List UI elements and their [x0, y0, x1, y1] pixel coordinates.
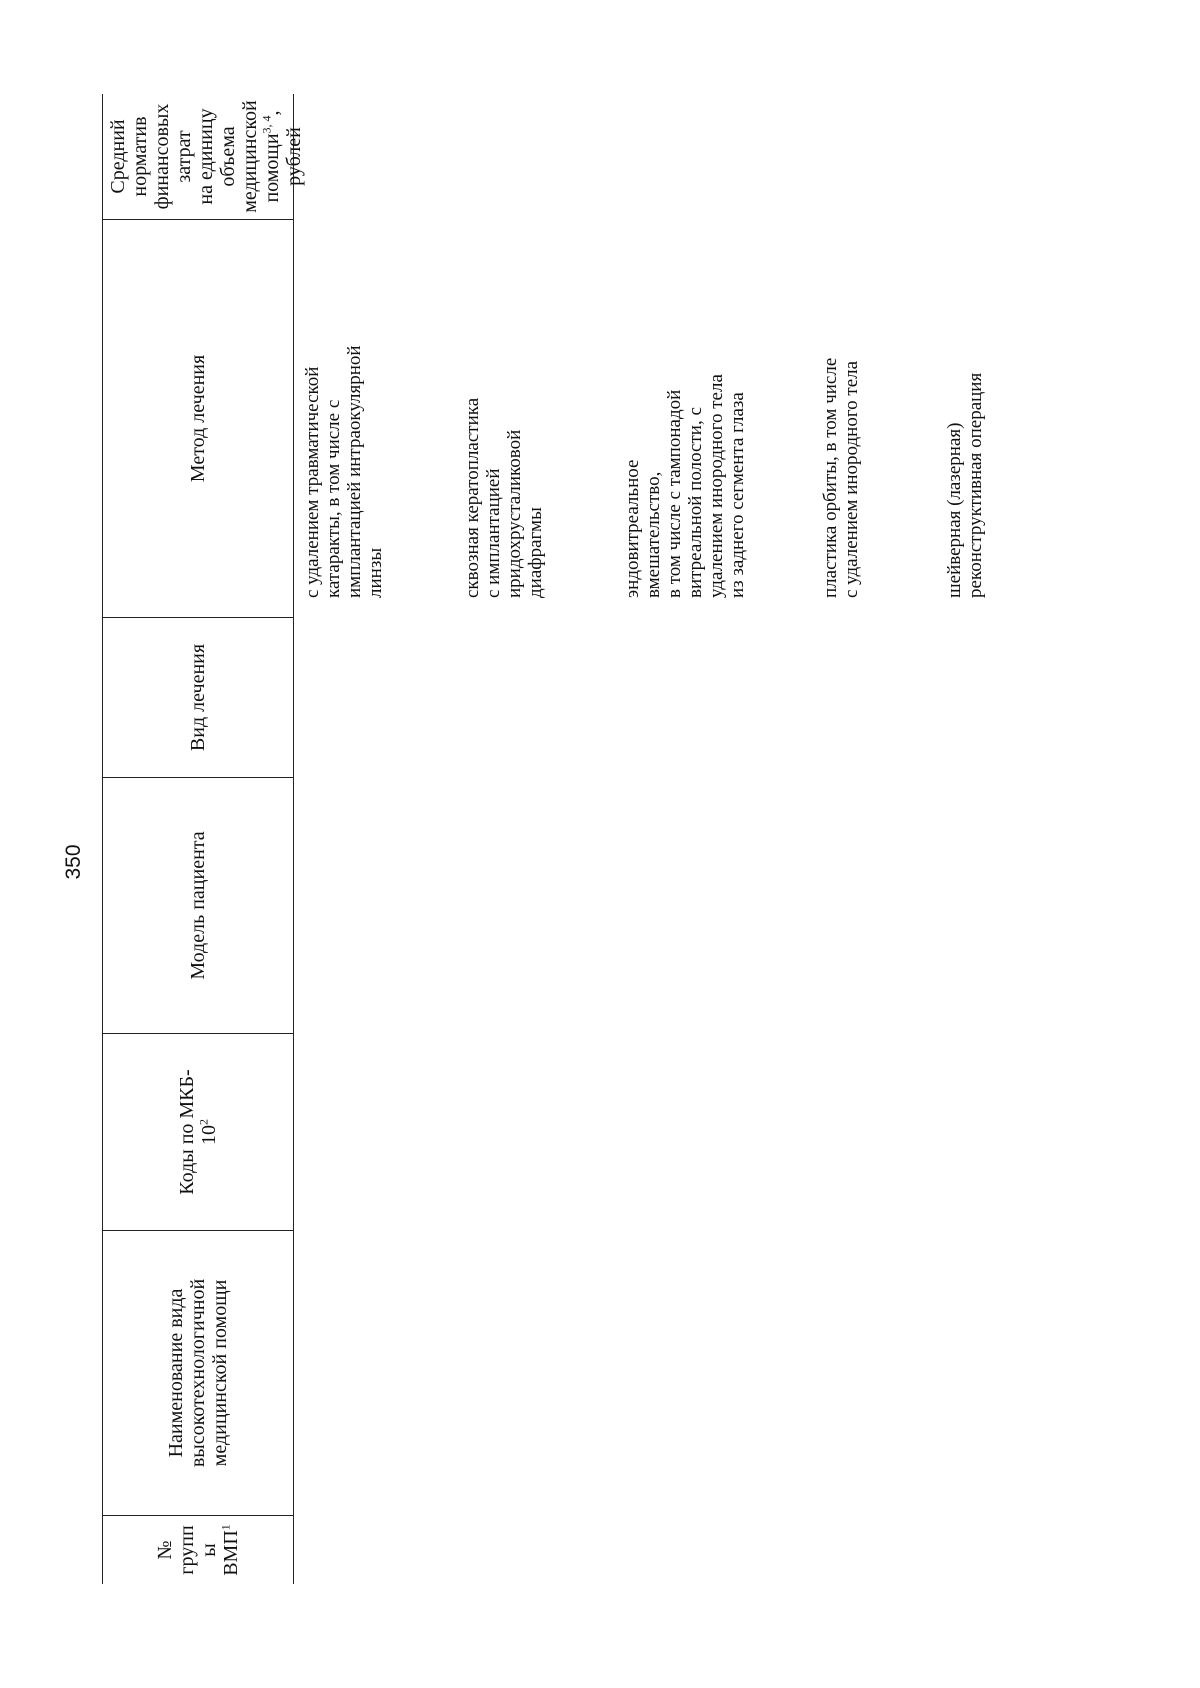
method-item: пластика орбиты, в том числе с удалением инородного тела [820, 357, 862, 598]
header-cost-standard-suffix: , рублей [261, 110, 305, 186]
header-icd-codes-text: Коды по МКБ- 10 [176, 1069, 220, 1195]
header-icd-codes [103, 1034, 293, 1231]
table-header [102, 94, 305, 1584]
method-item: шейверная (лазерная) реконструктивная операция [944, 372, 986, 598]
header-vmp-name: Наименование вида высокотехнологичной медицинской помощи [103, 1231, 293, 1516]
page-number: 350 [62, 844, 85, 880]
header-group-number-footnote: 1 [218, 1524, 233, 1531]
method-item: сквозная кератопластика с имплантацией иридохрусталиковой диафрагмы [462, 397, 546, 598]
header-icd-codes-footnote: 2 [196, 1119, 211, 1126]
header-cost-standard-footnote: 3, 4 [259, 115, 274, 134]
header-cost-standard-text: Средний норматив финансовых затрат на единицу объема медицинской помощи [107, 100, 283, 213]
method-item: эндовитреальное вмешательство, в том числе с тампонадой витреальной полости, с удалением инородного тела из заднего сегмента глаза [622, 374, 748, 598]
header-patient-model: Модель пациента [103, 778, 293, 1034]
header-treatment-type: Вид лечения [103, 618, 293, 778]
header-group-number-text: № групп ы ВМП [154, 1525, 242, 1576]
header-cost-standard [103, 94, 305, 220]
method-item: с удалением травматической катаракты, в том числе с имплантацией интраокулярной линзы [302, 345, 386, 598]
header-treatment-method: Метод лечения [103, 220, 293, 618]
header-group-number [103, 1516, 293, 1584]
